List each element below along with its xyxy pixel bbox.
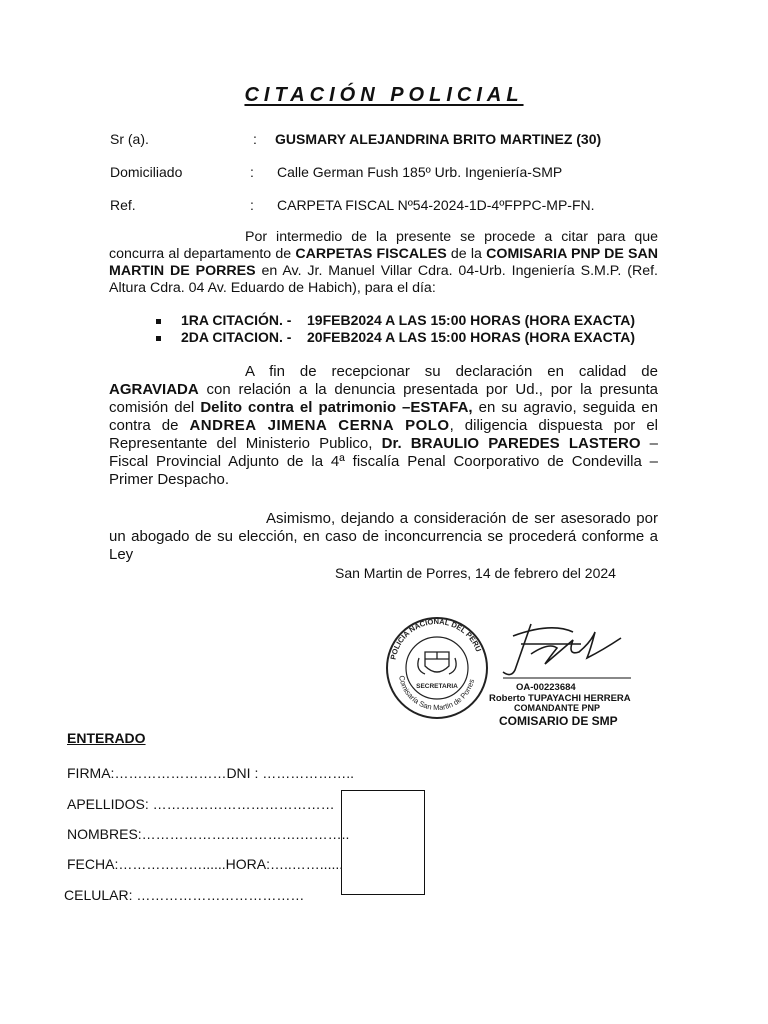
- stamp-code: OA-00223684: [516, 682, 576, 693]
- fecha-hora-line: FECHA:………………......HORA:…..……......: [67, 856, 344, 872]
- bullet-icon: [156, 319, 161, 324]
- bullet-icon: [156, 336, 161, 341]
- field-value-ref: CARPETA FISCAL Nº54-2024-1D-4ºFPPC-MP-FN.: [277, 197, 595, 213]
- field-label-domicilio: Domiciliado: [110, 164, 183, 180]
- place-date: San Martin de Porres, 14 de febrero del 2024: [335, 565, 616, 581]
- intro-text: en Av. Jr. Manuel Villar Cdra. 04-Urb. Ingeniería S.M.P. (Ref. Altura Cdra. 04 Av. Eduardo de Habich), para el día:: [109, 263, 658, 296]
- citation-item: [156, 312, 635, 328]
- field-value-address: Calle German Fush 185º Urb. Ingeniería-SMP: [277, 164, 563, 180]
- firma-dni-line: FIRMA:……………………DNI : ………………..: [67, 765, 354, 781]
- intro-text: de la: [446, 246, 487, 262]
- stamp-position: COMISARIO DE SMP: [499, 714, 618, 728]
- field-label-ref: Ref.: [110, 197, 136, 213]
- intro-bold-comisaria: COMISARIA PNP DE SAN MARTIN DE PORRES: [109, 246, 658, 279]
- body-text: – Fiscal Provincial Adjunto de la 4ª fiscalía Penal Coorporativo de Condevilla – Primer Despacho.: [109, 435, 658, 488]
- stamp-name: Roberto TUPAYACHI HERRERA: [489, 693, 631, 704]
- closing-paragraph: Asimismo, dejando a consideración de ser asesorado por un abogado de su elección, en caso de inconcurrencia se procederá conforme a Ley: [109, 510, 658, 563]
- body-paragraph: [109, 363, 658, 489]
- citation-date: 20FEB2024 A LAS 15:00 HORAS (HORA EXACTA): [307, 329, 636, 345]
- body-text: A fin de recepcionar su declaración en calidad de: [245, 363, 658, 380]
- citation-label: 2DA CITACION. -: [181, 329, 292, 345]
- fingerprint-box: [341, 790, 425, 895]
- intro-bold-carpetas: CARPETAS FISCALES: [295, 246, 447, 262]
- field-colon: :: [250, 197, 254, 213]
- enterado-heading: ENTERADO: [67, 730, 146, 746]
- citation-item: [156, 329, 635, 345]
- body-bold-accused: ANDREA JIMENA CERNA POLO: [189, 417, 450, 434]
- seal-top-text: POLICIA NACIONAL DEL PERU: [388, 616, 484, 661]
- celular-line: CELULAR: ………………………………: [64, 887, 305, 903]
- citation-date: 19FEB2024 A LAS 15:00 HORAS (HORA EXACTA): [307, 312, 636, 328]
- intro-text: Por intermedio de la presente se procede a citar para que concurra al departamento de: [109, 229, 658, 262]
- body-bold-agraviada: AGRAVIADA: [109, 381, 199, 398]
- svg-text:POLICIA NACIONAL DEL PERU: [388, 617, 483, 660]
- citation-label: 1RA CITACIÓN. -: [181, 312, 292, 328]
- body-text: con relación a la denuncia presentada por Ud., por la presunta comisión del: [109, 381, 658, 416]
- signature: [503, 624, 621, 675]
- field-colon: :: [253, 131, 257, 147]
- apellidos-line: APELLIDOS: …………………………………: [67, 796, 335, 812]
- field-colon: :: [250, 164, 254, 180]
- body-text: , diligencia dispuesta por el Representante del Ministerio Publico,: [109, 417, 658, 452]
- document-title: CITACIÓN POLICIAL: [244, 84, 524, 106]
- seal-bottom-text: Comisaría San Martin de Porres: [397, 674, 477, 713]
- seal-icon: [381, 612, 661, 732]
- body-bold-fiscal: Dr. BRAULIO PAREDES LASTERO: [381, 435, 641, 452]
- body-text: en su agravio, seguida en contra de: [109, 399, 658, 434]
- nombres-line: NOMBRES:…………………………….………..: [67, 826, 350, 842]
- intro-paragraph: [109, 229, 658, 297]
- field-label-sr: Sr (a).: [110, 131, 149, 147]
- field-value-name: GUSMARY ALEJANDRINA BRITO MARTINEZ (30): [275, 131, 602, 147]
- stamp-rank: COMANDANTE PNP: [514, 703, 601, 713]
- seal-mid-text: SECRETARIA: [416, 683, 458, 690]
- official-stamp: [381, 612, 661, 732]
- body-bold-delito: Delito contra el patrimonio –ESTAFA,: [200, 399, 473, 416]
